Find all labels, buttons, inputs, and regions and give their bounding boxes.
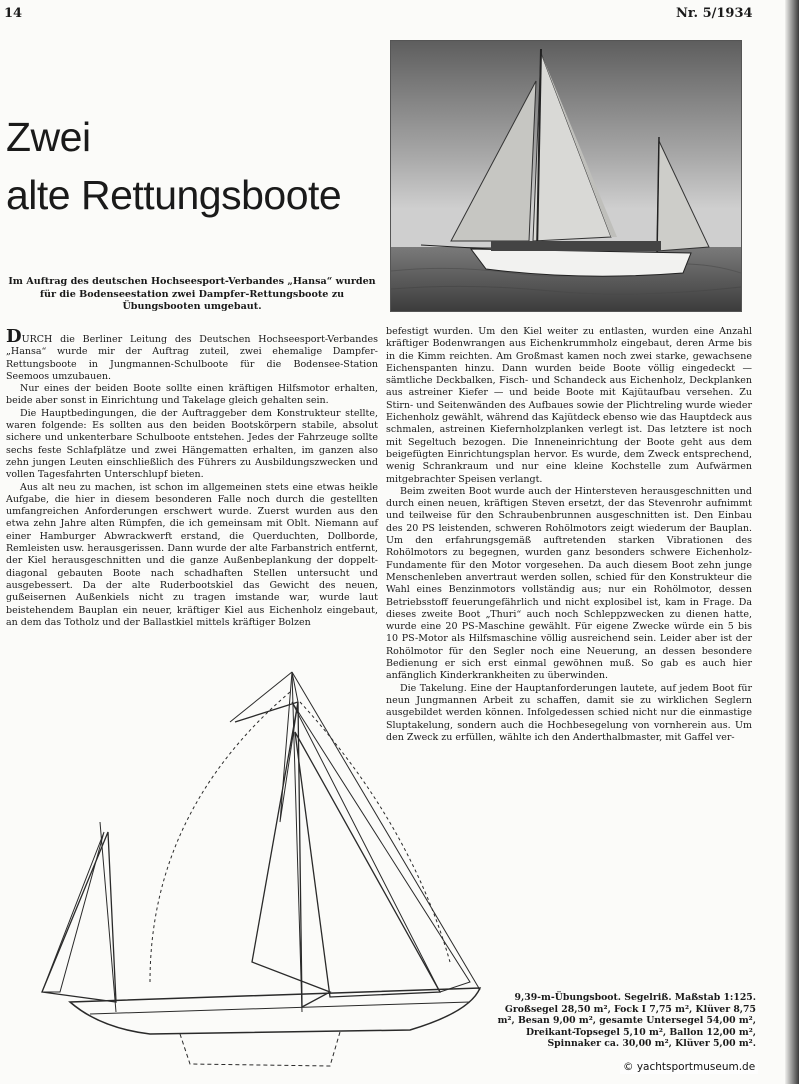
article-title <box>6 108 376 224</box>
paragraph: Die Hauptbedingungen, die der Auftraggeber dem Konstrukteur stellte, waren folgende: Es sollten aus den beiden Bootskörpern stabile, absolut sichere und unkenterbare Schulboote entstehen. Jedes der Fahrzeuge sollte sechs feste Schlafplätze und zwei Hängematten erhalten, im ganzen also zehn jungen Leuten einschließlich des Führers zu Ausbildungszwecken und vollen Tagesfahrten Unterschlupf bieten. <box>6 407 378 481</box>
article-intro: Im Auftrag des deutschen Hochseesport-Verbandes „Hansa“ wurden für die Bodenseestation zwei Dampfer-Rettungsboote zu Übungsbooten umgebaut. <box>8 276 376 312</box>
sail-plan-figure <box>30 662 490 1072</box>
title-line-1: Zwei <box>6 114 91 160</box>
caption-body: Großsegel 28,50 m², Fock I 7,75 m², Klüver 8,75 m², Besan 9,00 m², gesamte Untersegel 54,00 m², Dreikant-Topsegel 5,10 m², Ballon 12,00 m², Spinnaker ca. 30,00 m², Klüver 5,00 m². <box>497 1003 756 1049</box>
drop-cap: D <box>6 326 22 347</box>
sail-plan-drawing <box>30 662 490 1072</box>
paragraph: Beim zweiten Boot wurde auch der Hintersteven herausgeschnitten und durch einen neuen, kräftigen Steven ersetzt, der das Stevenrohr aufnimmt und teilweise für den Schraubenbrunnen ausgeschnitten ist. Den Einbau des 20 PS leistenden, schweren Rohölmotors zeigt wiederum der Bauplan. Um den erfahrungsgemäß auftretenden starken Vibrationen des Rohölmotors zu begegnen, wurden ganz besonders schwere Eichenholz-Fundamente für den Motor vorgesehen. Da auch diesem Boot zehn junge Menschenleben anvertraut werden sollen, schied für den Konstrukteur die Wahl eines Benzinmotors vollständig aus; nur ein Rohölmotor, dessen Betriebsstoff feuerungefährlich und nicht explosibel ist, kam in Frage. Da dieses zweite Boot „Thuri“ auch noch Schleppzwecken zu dienen hatte, wurde eine 20 PS-Maschine gewählt. Für eigene Zwecke würde ein 5 bis 10 PS-Motor als Hilfsmaschine völlig ausreichend sein. Leider aber ist der Rohölmotor für den Segler noch eine Neuerung, an dessen besondere Bedienung er sich erst einmal gewöhnen muß. So gab es auch hier anfänglich Kinderkrankheiten zu überwinden. <box>386 485 752 682</box>
sailboat-photo-image <box>391 41 741 311</box>
text-column-left <box>6 326 378 629</box>
issue-number: Nr. 5/1934 <box>676 6 753 21</box>
paragraph: DURCH die Berliner Leitung des Deutschen Hochseesport-Verbandes „Hansa“ wurde mir der Auftrag zuteil, zwei ehemalige Dampfer-Rettungsboote in Jungmannen-Schulboote für die Bodensee-Station Seemoos umzubauen. <box>6 326 378 382</box>
title-line-2: alte Rettungsboote <box>6 172 342 218</box>
sail-plan-caption <box>490 992 756 1050</box>
sailboat-photo <box>390 40 742 312</box>
paragraph: Nur eines der beiden Boote sollte einen kräftigen Hilfsmotor erhalten, beide aber sonst in Einrichtung und Takelage gleich gehalten sein. <box>6 383 378 407</box>
caption-title: 9,39-m-Übungsboot. Segelriß. Maßstab 1:125. <box>514 992 756 1003</box>
page-edge-shadow <box>785 0 799 1084</box>
paragraph: Die Takelung. Eine der Hauptanforderungen lautete, auf jedem Boot für neun Jungmannen Arbeit zu schaffen, damit sie zu wirklichen Seglern ausgebildet werden können. Infolgedessen schied nicht nur die einmastige Sluptakelung, sondern auch die Hochbesegelung von vornherein aus. Um den Zweck zu erfüllen, wählte ich den Anderthalbmaster, mit Gaffel ver- <box>386 682 752 743</box>
page-number: 14 <box>4 6 23 21</box>
paragraph: Aus alt neu zu machen, ist schon im allgemeinen stets eine etwas heikle Aufgabe, die hier in diesem besonderen Falle noch durch die gestellten umfangreichen Anforderungen erschwert wurde. Zuerst wurden aus den etwa zehn Jahre alten Rümpfen, die ich gemeinsam mit Oblt. Niemann auf einer Hamburger Abwrackwerft erstand, die Querduchten, Dollborde, Remleisten usw. herausgerissen. Dann wurde der alte Farbanstrich entfernt, der Kiel herausgeschnitten und die ganze Außenbeplankung der doppelt-diagonal gebauten Boote nach schadhaften Stellen untersucht und ausgebessert. Da der alte Ruderbootskiel das Gewicht des neuen, gußeisernen Außenkiels nicht zu tragen imstande war, wurde laut beistehendem Bauplan ein neuer, kräftiger Kiel aus Eichenholz eingebaut, an dem das Totholz und der Ballastkiel mittels kräftiger Bolzen <box>6 481 378 628</box>
watermark: © yachtsportmuseum.de <box>620 1060 758 1074</box>
paragraph: befestigt wurden. Um den Kiel weiter zu entlasten, wurden eine Anzahl kräftiger Bodenwrangen aus Eichenkrummholz eingebaut, deren Arme bis in die Kimm reichten. Am Großmast kamen noch zwei starke, gewachsene Eichenspanten hinzu. Dann wurden beide Boote völlig eingedeckt — sämtliche Deckbalken, Fisch- und Schandeck aus Eichenholz, Deckplanken aus astreiner Kiefer — und beide Boote mit Kajütaufbau versehen. Zu Stirn- und Seitenwänden des Aufbaues sowie der Plichtreling wurde wieder Eichenholz gewählt, während das Kajütdeck ebenso wie das Hauptdeck aus schmalen, astreinen Kiefernholzplanken verlegt ist. Das letztere ist noch mit Segeltuch bezogen. Die Inneneinrichtung der Boote geht aus dem beigefügten Einrichtungsplan hervor. Es wurde, dem Zweck entsprechend, wenig Schrankraum und nur eine kleine Kochstelle zum Aufwärmen mitgebrachter Speisen verlangt. <box>386 326 752 485</box>
